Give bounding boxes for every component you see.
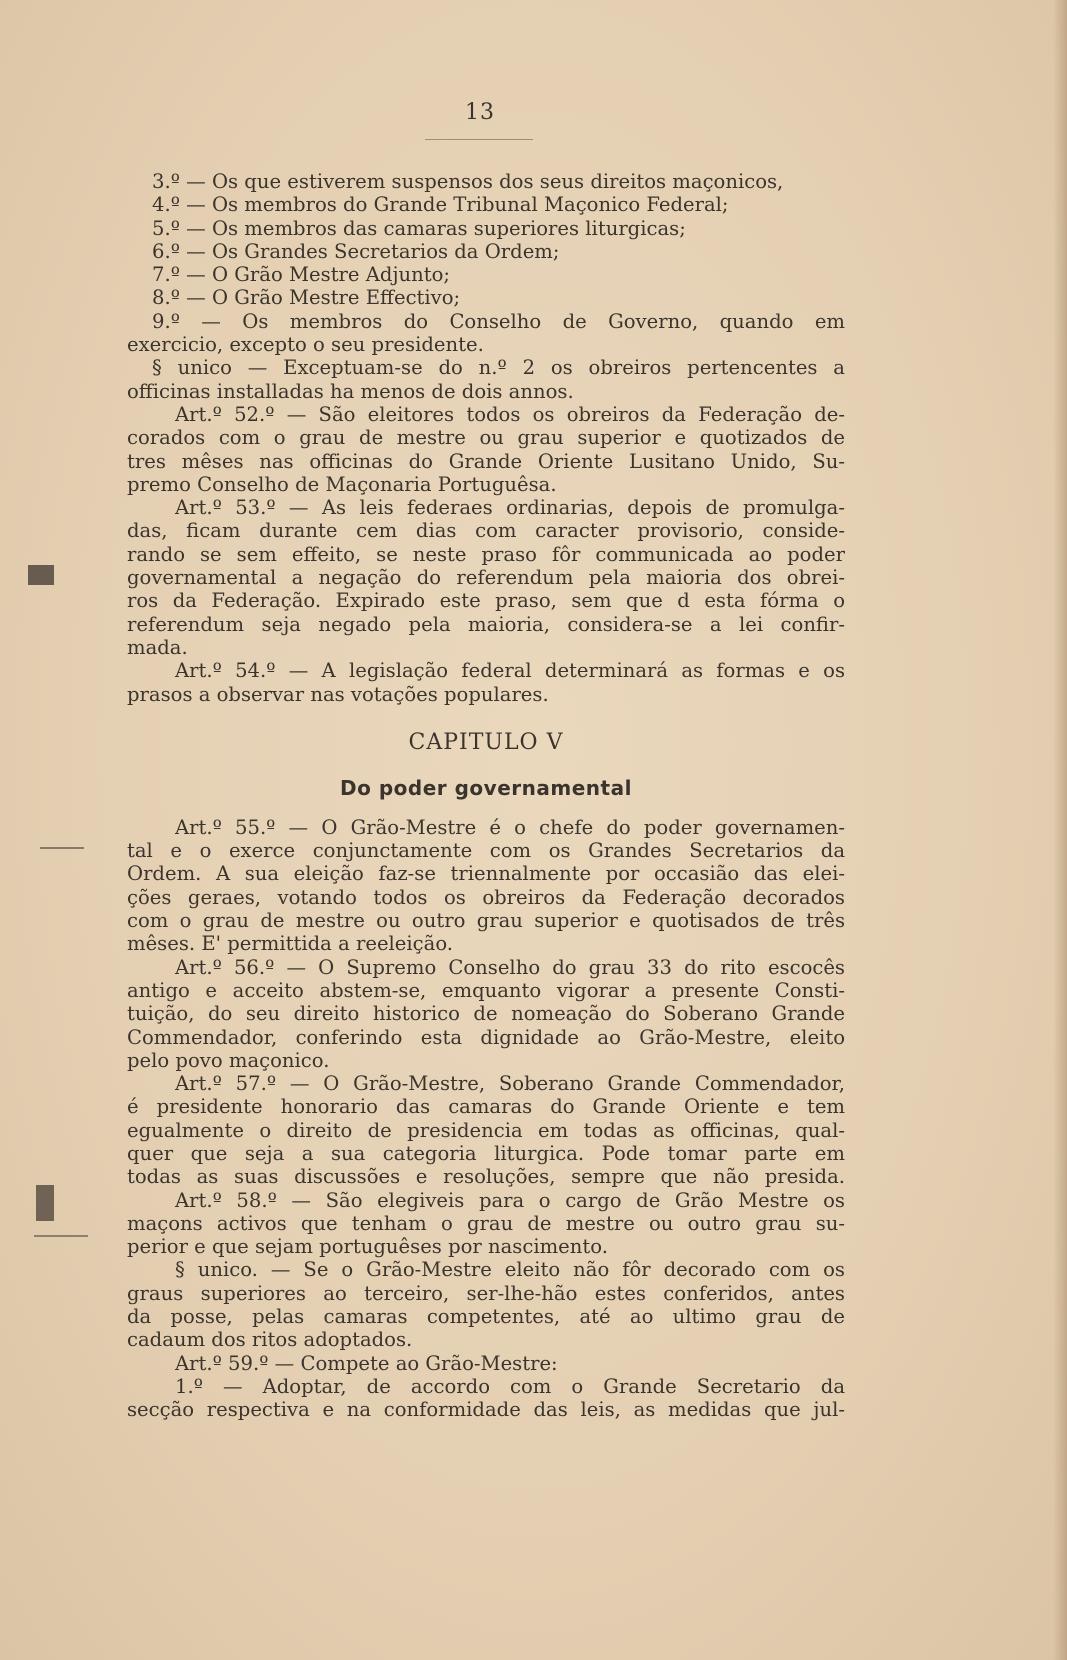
text-line: pelo povo maçonico.	[127, 1048, 330, 1072]
margin-ink-mark-top	[28, 565, 54, 585]
text-line: prasos a observar nas votações populares.	[127, 682, 549, 706]
text-line: Ordem. A sua eleição faz-se triennalmente por occasião das elei-	[127, 862, 845, 886]
text-line: secção respectiva e na conformidade das leis, as medidas que jul-	[127, 1398, 845, 1422]
body-text	[127, 170, 845, 1422]
text-line: ções geraes, votando todos os obreiros da Federação decorados	[127, 885, 845, 909]
text-line: 3.º — Os que estiverem suspensos dos seus direitos maçonicos,	[152, 170, 784, 193]
text-line: Art.º 57.º — O Grão-Mestre, Soberano Grande Commendador,	[175, 1072, 845, 1096]
text-line: exercicio, excepto o seu presidente.	[127, 333, 484, 357]
text-line: 4.º — Os membros do Grande Tribunal Maçonico Federal;	[152, 193, 729, 217]
text-line: egualmente o direito de presidencia em todas as officinas, qual-	[127, 1118, 845, 1142]
text-line: 8.º — O Grão Mestre Effectivo;	[152, 286, 461, 310]
text-line: Art.º 52.º — São eleitores todos os obreiros da Federação de-	[175, 402, 845, 426]
text-line: tuição, do seu direito historico de nomeação do Soberano Grande	[127, 1002, 845, 1026]
text-line: § unico. — Se o Grão-Mestre eleito não fôr decorado com os	[175, 1258, 845, 1282]
text-line: maçons activos que tenham o grau de mestre ou outro grau su-	[127, 1211, 845, 1235]
text-line: da posse, pelas camaras competentes, até ao ultimo grau de	[127, 1305, 845, 1329]
margin-ink-mark-bottom	[36, 1185, 54, 1221]
text-line: 9.º — Os membros do Conselho de Governo, quando em	[152, 309, 845, 333]
text-line: Art.º 55.º — O Grão-Mestre é o chefe do poder governamen-	[175, 815, 845, 839]
text-line: § unico — Exceptuam-se do n.º 2 os obreiros pertencentes a	[152, 356, 845, 380]
margin-ink-mark-middle	[40, 847, 84, 849]
chapter-heading: CAPITULO V	[408, 729, 564, 755]
text-line: Art.º 56.º — O Supremo Conselho do grau 33 do rito escocês	[175, 955, 845, 979]
margin-ink-line-bottom	[34, 1235, 88, 1237]
text-line: governamental a negação do referendum pela maioria dos obrei-	[127, 566, 845, 590]
text-line: referendum seja negado pela maioria, considera-se a lei confir-	[127, 612, 845, 636]
text-line: das, ficam durante cem dias com caracter provisorio, conside-	[127, 519, 845, 543]
text-line: mêses. E' permittida a reeleição.	[127, 932, 454, 956]
page-number: 13	[465, 100, 495, 125]
text-line: Art.º 58.º — São elegiveis para o cargo de Grão Mestre os	[175, 1188, 845, 1212]
text-line: officinas installadas ha menos de dois annos.	[127, 379, 574, 403]
text-line: com o grau de mestre ou outro grau superior e quotisados de três	[127, 909, 845, 933]
text-line: premo Conselho de Maçonaria Portuguêsa.	[127, 472, 557, 496]
text-line: Art.º 54.º — A legislação federal determinará as formas e os	[175, 659, 845, 683]
text-line: cadaum dos ritos adoptados.	[127, 1328, 413, 1352]
text-line: Art.º 59.º — Compete ao Grão-Mestre:	[175, 1351, 558, 1375]
text-line: antigo e acceito abstem-se, emquanto vigorar a presente Consti-	[127, 978, 845, 1002]
text-line: todas as suas discussões e resoluções, sempre que não presida.	[127, 1165, 845, 1189]
text-line: ros da Federação. Expirado este praso, sem que d esta fórma o	[127, 589, 845, 613]
text-line: é presidente honorario das camaras do Grande Oriente e tem	[127, 1095, 845, 1119]
text-line: tal e o exerce conjunctamente com os Grandes Secretarios da	[127, 839, 845, 863]
text-line: tres mêses nas officinas do Grande Oriente Lusitano Unido, Su-	[127, 449, 845, 473]
text-line: Commendador, conferindo esta dignidade ao Grão-Mestre, eleito	[127, 1025, 845, 1049]
text-line: 1.º — Adoptar, de accordo com o Grande Secretario da	[175, 1374, 845, 1398]
page-edge-shadow	[1053, 0, 1067, 1660]
text-line: 5.º — Os membros das camaras superiores liturgicas;	[152, 216, 686, 240]
text-line: corados com o grau de mestre ou grau superior e quotizados de	[127, 426, 845, 450]
text-line: rando se sem effeito, se neste praso fôr communicada ao poder	[127, 542, 845, 566]
section-heading: Do poder governamental	[340, 775, 632, 800]
text-line: 7.º — O Grão Mestre Adjunto;	[152, 263, 451, 287]
text-line: quer que seja a sua categoria liturgica. Pode tomar parte em	[127, 1141, 845, 1165]
text-line: Art.º 53.º — As leis federaes ordinarias, depois de promulga-	[175, 496, 845, 520]
text-line: 6.º — Os Grandes Secretarios da Ordem;	[152, 239, 560, 263]
header-rule	[425, 139, 533, 140]
text-line: mada.	[127, 635, 188, 659]
text-line: perior e que sejam portuguêses por nascimento.	[127, 1235, 608, 1259]
text-line: graus superiores ao terceiro, ser-lhe-hão estes conferidos, antes	[127, 1281, 845, 1305]
